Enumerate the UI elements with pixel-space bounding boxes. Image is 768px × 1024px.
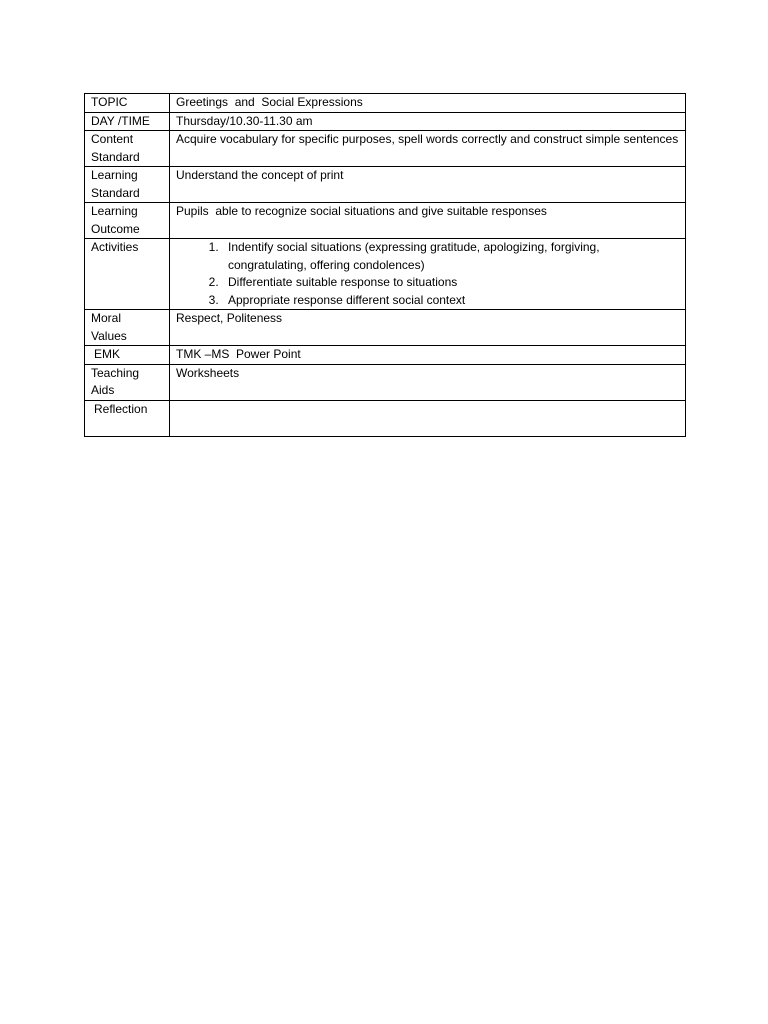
topic-row (85, 94, 686, 113)
activities-label: Activities (85, 239, 170, 310)
learning-outcome-label-line2: Outcome (91, 221, 140, 236)
day-time-value: Thursday/10.30-11.30 am (170, 112, 686, 131)
learning-standard-row (85, 167, 686, 203)
activities-value (170, 239, 686, 310)
content-standard-value: Acquire vocabulary for specific purposes, spell words correctly and construct simple sentences (170, 131, 686, 167)
content-standard-row (85, 131, 686, 167)
activity-item: 1. Indentify social situations (expressing gratitude, apologizing, forgiving, congratulating, offering condolences) (222, 239, 681, 274)
activity-item: 2. Differentiate suitable response to situations (222, 274, 681, 292)
moral-values-label (85, 310, 170, 346)
learning-standard-label-line2: Standard (91, 185, 140, 200)
teaching-aids-label (85, 364, 170, 400)
learning-standard-value: Understand the concept of print (170, 167, 686, 203)
learning-outcome-value: Pupils able to recognize social situations and give suitable responses (170, 203, 686, 239)
teaching-aids-value: Worksheets (170, 364, 686, 400)
activities-list (176, 239, 681, 309)
activity-item: 3. Appropriate response different social context (222, 292, 681, 310)
topic-value: Greetings and Social Expressions (170, 94, 686, 113)
emk-label: EMK (85, 346, 170, 365)
teaching-aids-label-line2: Aids (91, 383, 115, 397)
learning-outcome-label (85, 203, 170, 239)
learning-outcome-row (85, 203, 686, 239)
content-standard-label-line2: Standard (91, 149, 140, 164)
day-time-label: DAY /TIME (85, 112, 170, 131)
reflection-value (170, 400, 686, 436)
reflection-label: Reflection (85, 400, 170, 436)
moral-values-label-line2: Values (91, 328, 127, 343)
learning-standard-label-line1: Learning (91, 168, 138, 182)
emk-row (85, 346, 686, 365)
moral-values-label-line1: Moral (91, 311, 122, 325)
moral-values-value: Respect, Politeness (170, 310, 686, 346)
teaching-aids-row (85, 364, 686, 400)
emk-value: TMK –MS Power Point (170, 346, 686, 365)
lesson-plan-table (84, 93, 686, 437)
activities-row (85, 239, 686, 310)
moral-values-row (85, 310, 686, 346)
content-standard-label-line1: Content (91, 132, 134, 146)
content-standard-label (85, 131, 170, 167)
topic-label: TOPIC (85, 94, 170, 113)
day-time-row (85, 112, 686, 131)
learning-standard-label (85, 167, 170, 203)
teaching-aids-label-line1: Teaching (91, 365, 140, 380)
reflection-row (85, 400, 686, 436)
learning-outcome-label-line1: Learning (91, 204, 138, 218)
